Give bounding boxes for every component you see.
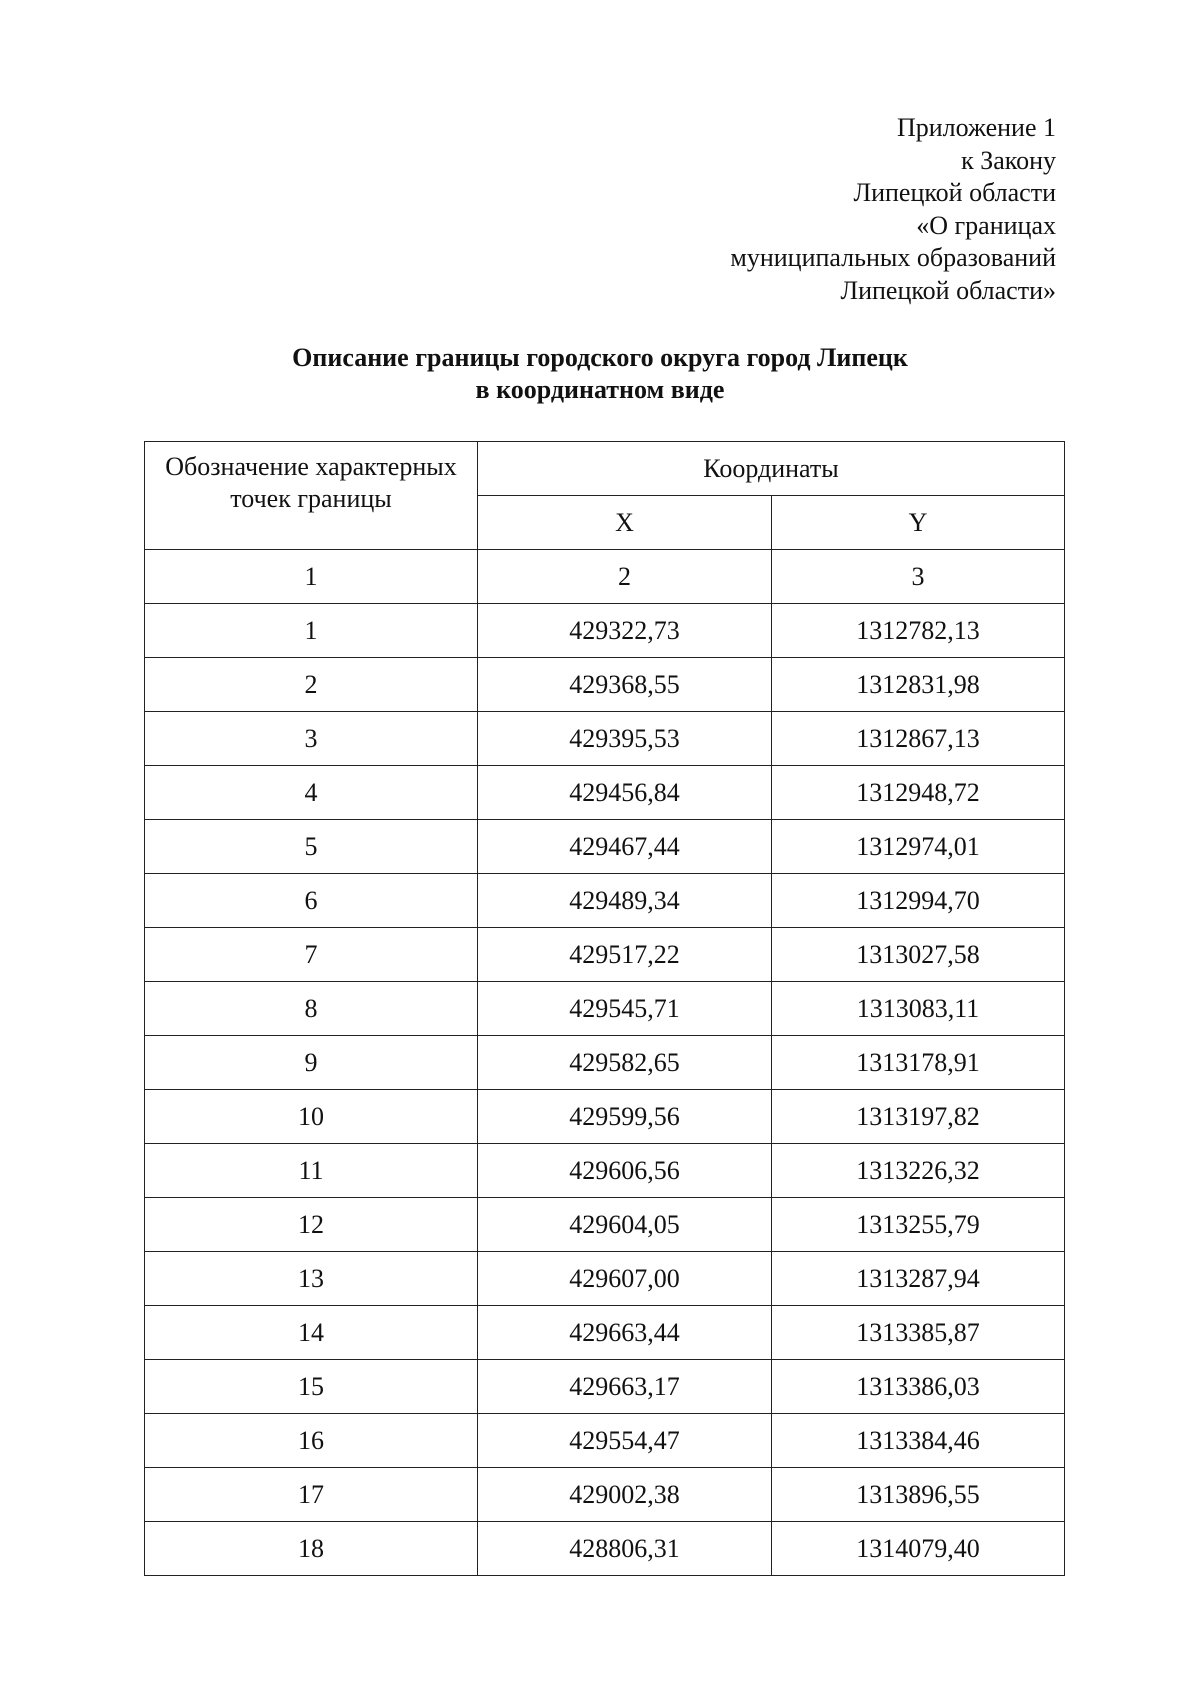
y-coordinate-cell: 1312831,98: [772, 658, 1065, 712]
table-row: [145, 1468, 1065, 1522]
column-number-row: [145, 550, 1065, 604]
point-cell: 13: [145, 1252, 478, 1306]
x-coordinate-cell: 429517,22: [478, 928, 772, 982]
y-header: Y: [772, 496, 1065, 550]
document-title: [0, 342, 1200, 406]
y-coordinate-cell: 1313178,91: [772, 1036, 1065, 1090]
appendix-line: муниципальных образований: [730, 243, 1056, 272]
point-cell: 8: [145, 982, 478, 1036]
designation-header-line-1: Обозначение характерных: [165, 452, 457, 481]
y-coordinate-cell: 1312948,72: [772, 766, 1065, 820]
table-row: [145, 658, 1065, 712]
designation-header: [145, 442, 478, 550]
point-cell: 17: [145, 1468, 478, 1522]
x-coordinate-cell: 429368,55: [478, 658, 772, 712]
x-coordinate-cell: 429582,65: [478, 1036, 772, 1090]
y-coordinate-cell: 1312974,01: [772, 820, 1065, 874]
point-cell: 3: [145, 712, 478, 766]
appendix-line: к Закону: [961, 145, 1056, 175]
x-coordinate-cell: 429395,53: [478, 712, 772, 766]
appendix-line: «О границах: [916, 210, 1056, 240]
y-coordinate-cell: 1312782,13: [772, 604, 1065, 658]
x-coordinate-cell: 429604,05: [478, 1198, 772, 1252]
point-cell: 15: [145, 1360, 478, 1414]
x-coordinate-cell: 429545,71: [478, 982, 772, 1036]
coordinates-table: [144, 441, 1065, 1576]
table-row: [145, 604, 1065, 658]
column-number: 3: [772, 550, 1065, 604]
y-coordinate-cell: 1313386,03: [772, 1360, 1065, 1414]
x-coordinate-cell: 429606,56: [478, 1144, 772, 1198]
x-coordinate-cell: 428806,31: [478, 1522, 772, 1576]
table-row: [145, 928, 1065, 982]
x-coordinate-cell: 429002,38: [478, 1468, 772, 1522]
x-coordinate-cell: 429607,00: [478, 1252, 772, 1306]
appendix-line: Приложение 1: [896, 113, 1056, 142]
table-row: [145, 1144, 1065, 1198]
point-cell: 14: [145, 1306, 478, 1360]
y-coordinate-cell: 1312867,13: [772, 712, 1065, 766]
point-cell: 9: [145, 1036, 478, 1090]
x-coordinate-cell: 429663,17: [478, 1360, 772, 1414]
table-row: [145, 982, 1065, 1036]
x-coordinate-cell: 429489,34: [478, 874, 772, 928]
column-number: 1: [145, 550, 478, 604]
table-row: [145, 712, 1065, 766]
x-coordinate-cell: 429663,44: [478, 1306, 772, 1360]
y-coordinate-cell: 1313027,58: [772, 928, 1065, 982]
x-header: X: [478, 496, 772, 550]
y-coordinate-cell: 1313083,11: [772, 982, 1065, 1036]
y-coordinate-cell: 1313385,87: [772, 1306, 1065, 1360]
point-cell: 18: [145, 1522, 478, 1576]
table-row: [145, 1414, 1065, 1468]
table-row: [145, 1036, 1065, 1090]
point-cell: 6: [145, 874, 478, 928]
y-coordinate-cell: 1313226,32: [772, 1144, 1065, 1198]
appendix-line: Липецкой области»: [840, 275, 1056, 305]
y-coordinate-cell: 1313384,46: [772, 1414, 1065, 1468]
coordinates-header: Координаты: [478, 442, 1065, 496]
point-cell: 10: [145, 1090, 478, 1144]
appendix-line: Липецкой области: [853, 178, 1056, 207]
point-cell: 11: [145, 1144, 478, 1198]
x-coordinate-cell: 429599,56: [478, 1090, 772, 1144]
point-cell: 12: [145, 1198, 478, 1252]
point-cell: 16: [145, 1414, 478, 1468]
point-cell: 1: [145, 604, 478, 658]
title-line-1: Описание границы городского округа город Липецк: [292, 343, 908, 372]
y-coordinate-cell: 1313896,55: [772, 1468, 1065, 1522]
point-cell: 5: [145, 820, 478, 874]
table-row: [145, 1090, 1065, 1144]
table-row: [145, 874, 1065, 928]
column-number: 2: [478, 550, 772, 604]
x-coordinate-cell: 429456,84: [478, 766, 772, 820]
x-coordinate-cell: 429554,47: [478, 1414, 772, 1468]
x-coordinate-cell: 429322,73: [478, 604, 772, 658]
table-row: [145, 820, 1065, 874]
title-line-2: в координатном виде: [475, 375, 725, 404]
table-row: [145, 1360, 1065, 1414]
table-row: [145, 1252, 1065, 1306]
y-coordinate-cell: 1313255,79: [772, 1198, 1065, 1252]
y-coordinate-cell: 1313287,94: [772, 1252, 1065, 1306]
appendix-block: [730, 112, 1056, 307]
table-row: [145, 1198, 1065, 1252]
point-cell: 4: [145, 766, 478, 820]
table-row: [145, 766, 1065, 820]
designation-header-line-2: точек границы: [230, 484, 392, 513]
x-coordinate-cell: 429467,44: [478, 820, 772, 874]
table-row: [145, 1522, 1065, 1576]
y-coordinate-cell: 1312994,70: [772, 874, 1065, 928]
table-row: [145, 1306, 1065, 1360]
y-coordinate-cell: 1314079,40: [772, 1522, 1065, 1576]
header-row: [145, 442, 1065, 496]
point-cell: 7: [145, 928, 478, 982]
point-cell: 2: [145, 658, 478, 712]
y-coordinate-cell: 1313197,82: [772, 1090, 1065, 1144]
